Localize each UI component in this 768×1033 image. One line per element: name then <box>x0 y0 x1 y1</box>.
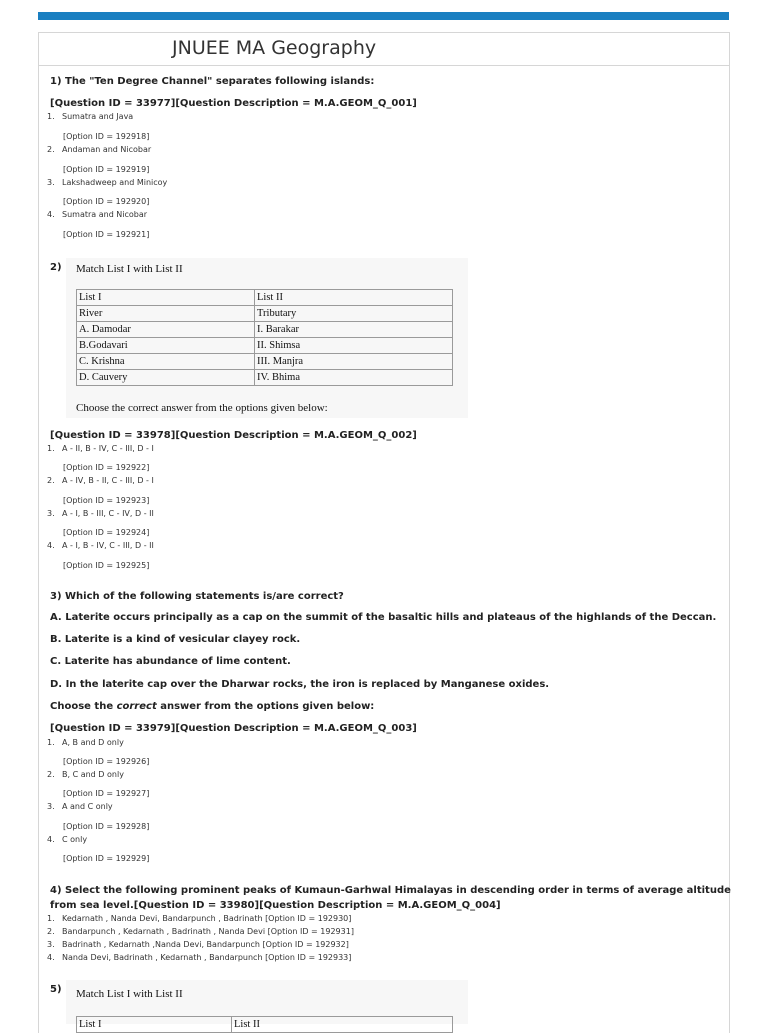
q3-statement-d: D. In the laterite cap over the Dharwar rocks, the iron is replaced by Manganese oxides. <box>50 679 550 690</box>
q1-option-2-id: [Option ID = 192919] <box>63 165 150 174</box>
q3-option-3-text: A and C only <box>62 802 113 811</box>
q2-option-4-text: A - I, B - IV, C - III, D - II <box>62 541 154 550</box>
table-row <box>77 306 453 322</box>
q3-statement-a: A. Laterite occurs principally as a cap on the summit of the basaltic hills and plateaus of the highlands of the Deccan. <box>50 612 717 623</box>
q1-heading: 1) The "Ten Degree Channel" separates following islands: <box>50 76 375 87</box>
q2-match-title: Match List I with List II <box>76 263 183 275</box>
table-row <box>77 322 453 338</box>
q2-option-3-id: [Option ID = 192924] <box>63 528 150 537</box>
q2-option-1-num: 1. <box>47 444 55 453</box>
table-row <box>77 370 453 386</box>
q1-option-4-id: [Option ID = 192921] <box>63 230 150 239</box>
q5-match-image <box>66 980 468 1030</box>
q1-option-2-text: Andaman and Nicobar <box>62 145 152 154</box>
q2-option-2-num: 2. <box>47 476 55 485</box>
q3-option-2-text: B, C and D only <box>62 770 124 779</box>
q3-choose-emphasis: correct <box>116 701 157 712</box>
q1-option-3-id: [Option ID = 192920] <box>63 197 150 206</box>
q4-option-4-num: 4. <box>47 953 55 962</box>
q4-option-1-text: Kedarnath , Nanda Devi, Bandarpunch , Badrinath [Option ID = 192930] <box>62 914 352 923</box>
table-cell: River <box>77 306 255 322</box>
table-cell: List II <box>232 1017 453 1033</box>
q1-option-3-num: 3. <box>47 178 55 187</box>
q3-option-1-num: 1. <box>47 738 55 747</box>
q1-option-1-num: 1. <box>47 112 55 121</box>
table-cell: III. Manjra <box>255 354 453 370</box>
q3-option-4-id: [Option ID = 192929] <box>63 854 150 863</box>
title-row <box>39 33 729 66</box>
q1-question-id: [Question ID = 33977][Question Description = M.A.GEOM_Q_001] <box>50 98 417 109</box>
table-cell: List I <box>77 1017 232 1033</box>
q5-match-table <box>76 1016 453 1033</box>
table-row <box>77 1017 453 1033</box>
q4-option-3-num: 3. <box>47 940 55 949</box>
table-cell: II. Shimsa <box>255 338 453 354</box>
q3-heading: 3) Which of the following statements is/are correct? <box>50 591 344 602</box>
q4-option-3-text: Badrinath , Kedarnath ,Nanda Devi, Bandarpunch [Option ID = 192932] <box>62 940 349 949</box>
table-cell: A. Damodar <box>77 322 255 338</box>
table-row <box>77 354 453 370</box>
page-title: JNUEE MA Geography <box>172 37 377 59</box>
q3-statement-c: C. Laterite has abundance of lime content. <box>50 656 291 667</box>
q3-option-3-num: 3. <box>47 802 55 811</box>
q5-number: 5) <box>50 984 62 995</box>
q2-question-id: [Question ID = 33978][Question Description = M.A.GEOM_Q_002] <box>50 430 417 441</box>
q1-option-1-id: [Option ID = 192918] <box>63 132 150 141</box>
q3-option-2-num: 2. <box>47 770 55 779</box>
table-cell: IV. Bhima <box>255 370 453 386</box>
q3-option-4-num: 4. <box>47 835 55 844</box>
top-accent-bar <box>38 12 729 20</box>
q4-option-4-text: Nanda Devi, Badrinath , Kedarnath , Bandarpunch [Option ID = 192933] <box>62 953 352 962</box>
table-cell: List I <box>77 290 255 306</box>
q2-option-2-id: [Option ID = 192923] <box>63 496 150 505</box>
q2-choose-text: Choose the correct answer from the options given below: <box>76 402 328 414</box>
q1-option-2-num: 2. <box>47 145 55 154</box>
q2-option-1-text: A - II, B - IV, C - III, D - I <box>62 444 154 453</box>
q2-option-2-text: A - IV, B - II, C - III, D - I <box>62 476 154 485</box>
q5-match-title: Match List I with List II <box>76 988 183 1000</box>
table-cell: D. Cauvery <box>77 370 255 386</box>
table-cell: C. Krishna <box>77 354 255 370</box>
table-cell: List II <box>255 290 453 306</box>
q2-option-4-id: [Option ID = 192925] <box>63 561 150 570</box>
table-cell: Tributary <box>255 306 453 322</box>
table-row <box>77 338 453 354</box>
q4-heading-line-2: from sea level.[Question ID = 33980][Question Description = M.A.GEOM_Q_004] <box>50 900 501 911</box>
q2-option-4-num: 4. <box>47 541 55 550</box>
q3-choose-text <box>50 701 374 712</box>
q3-statement-b: B. Laterite is a kind of vesicular clayey rock. <box>50 634 301 645</box>
q3-choose-pre: Choose the <box>50 701 117 712</box>
q3-question-id: [Question ID = 33979][Question Description = M.A.GEOM_Q_003] <box>50 723 417 734</box>
q1-option-4-text: Sumatra and Nicobar <box>62 210 148 219</box>
q3-option-1-id: [Option ID = 192926] <box>63 757 150 766</box>
table-row <box>77 290 453 306</box>
q2-number: 2) <box>50 262 62 273</box>
q3-option-3-id: [Option ID = 192928] <box>63 822 150 831</box>
q1-option-1-text: Sumatra and Java <box>62 112 134 121</box>
q1-option-3-text: Lakshadweep and Minicoy <box>62 178 168 187</box>
table-cell: B.Godavari <box>77 338 255 354</box>
q3-option-1-text: A, B and D only <box>62 738 124 747</box>
q2-option-3-text: A - I, B - III, C - IV, D - II <box>62 509 154 518</box>
q1-option-4-num: 4. <box>47 210 55 219</box>
q3-choose-post: answer from the options given below: <box>156 701 375 712</box>
q2-match-table <box>76 289 453 386</box>
q4-option-2-num: 2. <box>47 927 55 936</box>
table-cell: I. Barakar <box>255 322 453 338</box>
q4-heading-line-1: 4) Select the following prominent peaks of Kumaun-Garhwal Himalayas in descending order in terms of average altitude <box>50 885 731 896</box>
q4-option-2-text: Bandarpunch , Kedarnath , Badrinath , Nanda Devi [Option ID = 192931] <box>62 927 354 936</box>
q3-option-2-id: [Option ID = 192927] <box>63 789 150 798</box>
q2-option-3-num: 3. <box>47 509 55 518</box>
q2-option-1-id: [Option ID = 192922] <box>63 463 150 472</box>
q3-option-4-text: C only <box>62 835 88 844</box>
q4-option-1-num: 1. <box>47 914 55 923</box>
q2-match-image <box>66 258 468 418</box>
